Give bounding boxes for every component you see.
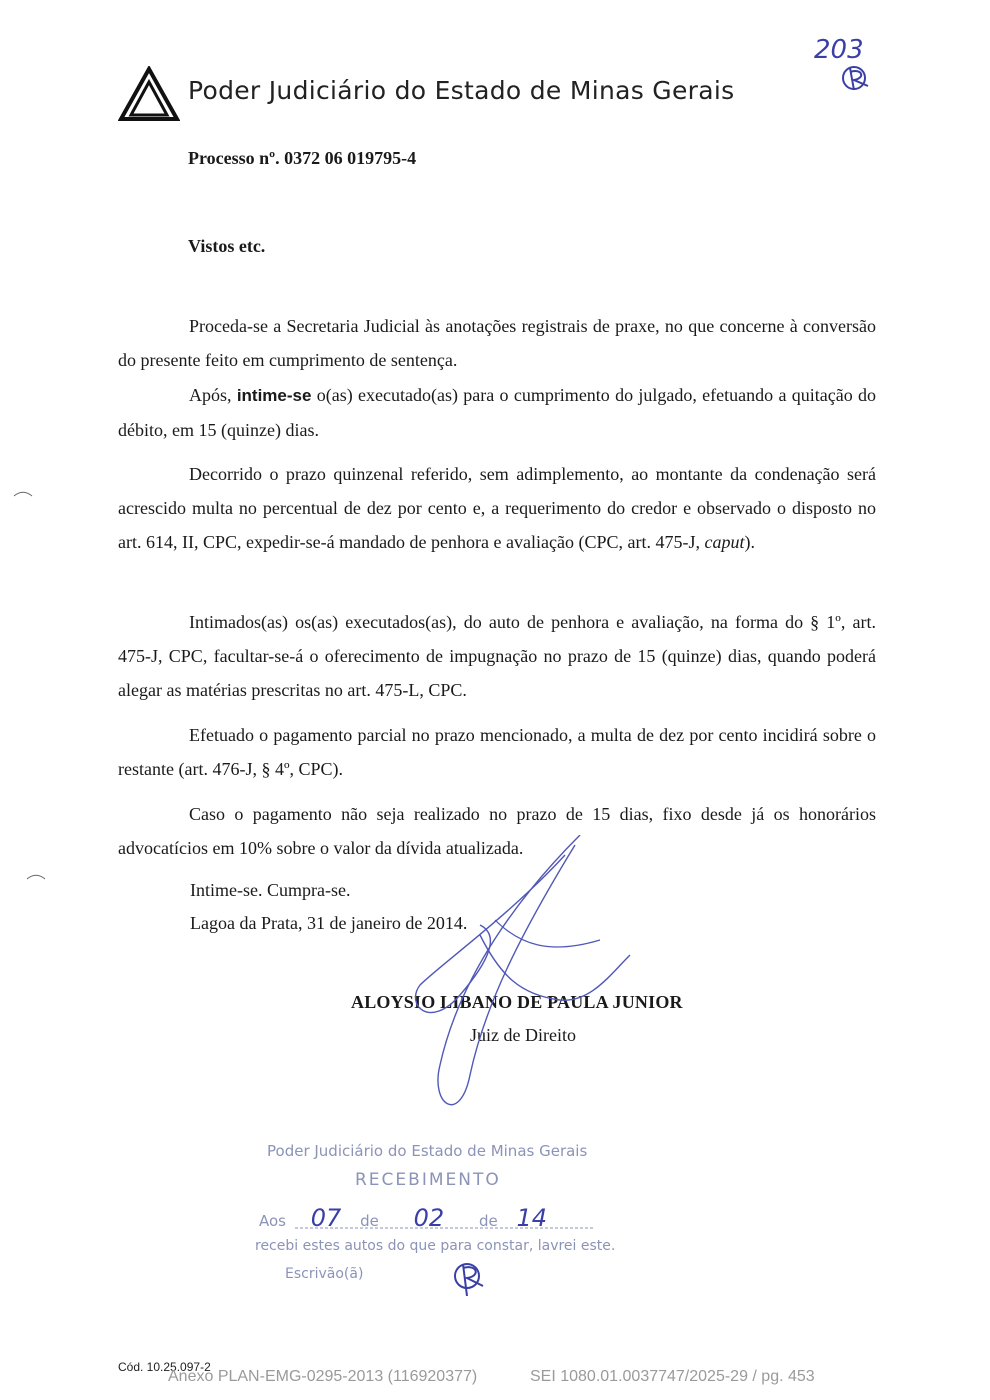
judge-name: ALOYSIO LIBANO DE PAULA JUNIOR: [351, 992, 683, 1012]
stamp-date-prefix: Aos: [259, 1212, 286, 1230]
paragraph-2-start: Após,: [189, 385, 237, 405]
stamp-institution: Poder Judiciário do Estado de Minas Gerais: [267, 1142, 588, 1160]
stamp-day: 07: [310, 1204, 342, 1232]
stamp-date-rule: [295, 1226, 595, 1230]
paragraph-5: Efetuado o pagamento parcial no prazo mencionado, a multa de dez por cento incidirá sobre o restante (art. 476-J, § 4º, CPC).: [118, 725, 876, 779]
paragraph-2-rest: o(as) executado(as) para o cumprimento do julgado, efetuando a quitação do débito, em 15 (quinze) dias.: [118, 385, 876, 440]
paragraph-4: Intimados(as) os(as) executados(as), do auto de penhora e avaliação, na forma do § 1º, art. 475-J, CPC, facultar-se-á o oferecimento de impugnação no prazo de 15 (quinze) dias, quando poderá alegar as matérias prescritas no art. 475-L, CPC.: [118, 612, 876, 700]
opening-phrase: Vistos etc.: [188, 236, 266, 256]
margin-mark: [25, 873, 47, 881]
paragraph-3: [118, 457, 876, 559]
paragraph-3-text: Decorrido o prazo quinzenal referido, sem adimplemento, ao montante da condenação será acrescido multa no percentual de dez por cento e, a requerimento do credor e observado o disposto no art. 614, II, CPC, expedir-se-á mandado de penhora e avaliação (CPC, art. 475-J,: [118, 464, 876, 552]
process-number: Processo nº. 0372 06 019795-4: [188, 148, 417, 168]
stamp-clerk-initials: [445, 1258, 505, 1298]
stamp-receipt-text: recebi estes autos do que para constar, lavrei este.: [255, 1238, 616, 1254]
paragraph-1: Proceda-se a Secretaria Judicial às anotações registrais de praxe, no que concerne à conversão do presente feito em cumprimento de sentença.: [118, 316, 876, 370]
paragraph-3-italic: caput: [704, 532, 745, 552]
judge-title: Juiz de Direito: [470, 1025, 576, 1045]
margin-mark: [12, 490, 34, 498]
stamp-date-of-1: de: [360, 1212, 379, 1230]
folio-number-handwritten: [810, 30, 885, 100]
handwritten-signature: [400, 835, 640, 1115]
stamp-title: RECEBIMENTO: [355, 1170, 501, 1190]
institution-header: Poder Judiciário do Estado de Minas Gerais: [188, 76, 735, 105]
closing-line: Intime-se. Cumpra-se.: [190, 880, 351, 900]
stamp-date-of-2: de: [478, 1212, 498, 1230]
stamp-month: 02: [413, 1204, 445, 1232]
sei-page-reference: SEI 1080.01.0037747/2025-29 / pg. 453: [530, 1368, 815, 1385]
paragraph-3-end: ).: [744, 532, 755, 552]
paragraph-2: [118, 378, 876, 447]
receipt-stamp: [255, 1138, 615, 1298]
triangle-logo-icon: [118, 66, 180, 122]
form-code: Cód. 10.25.097-2: [118, 1360, 211, 1374]
paragraph-6: Caso o pagamento não seja realizado no prazo de 15 dias, fixo desde já os honorários advocatícios em 10% sobre o valor da dívida atualizada.: [118, 804, 876, 858]
place-date: Lagoa da Prata, 31 de janeiro de 2014.: [190, 913, 468, 933]
annex-reference: Anexo PLAN-EMG-0295-2013 (116920377): [168, 1368, 478, 1385]
paragraph-2-emphasis: intime-se: [236, 386, 312, 405]
folio-number: 203: [814, 35, 864, 65]
stamp-year: 14: [516, 1204, 548, 1232]
stamp-clerk-label: Escrivão(ã): [285, 1266, 364, 1282]
